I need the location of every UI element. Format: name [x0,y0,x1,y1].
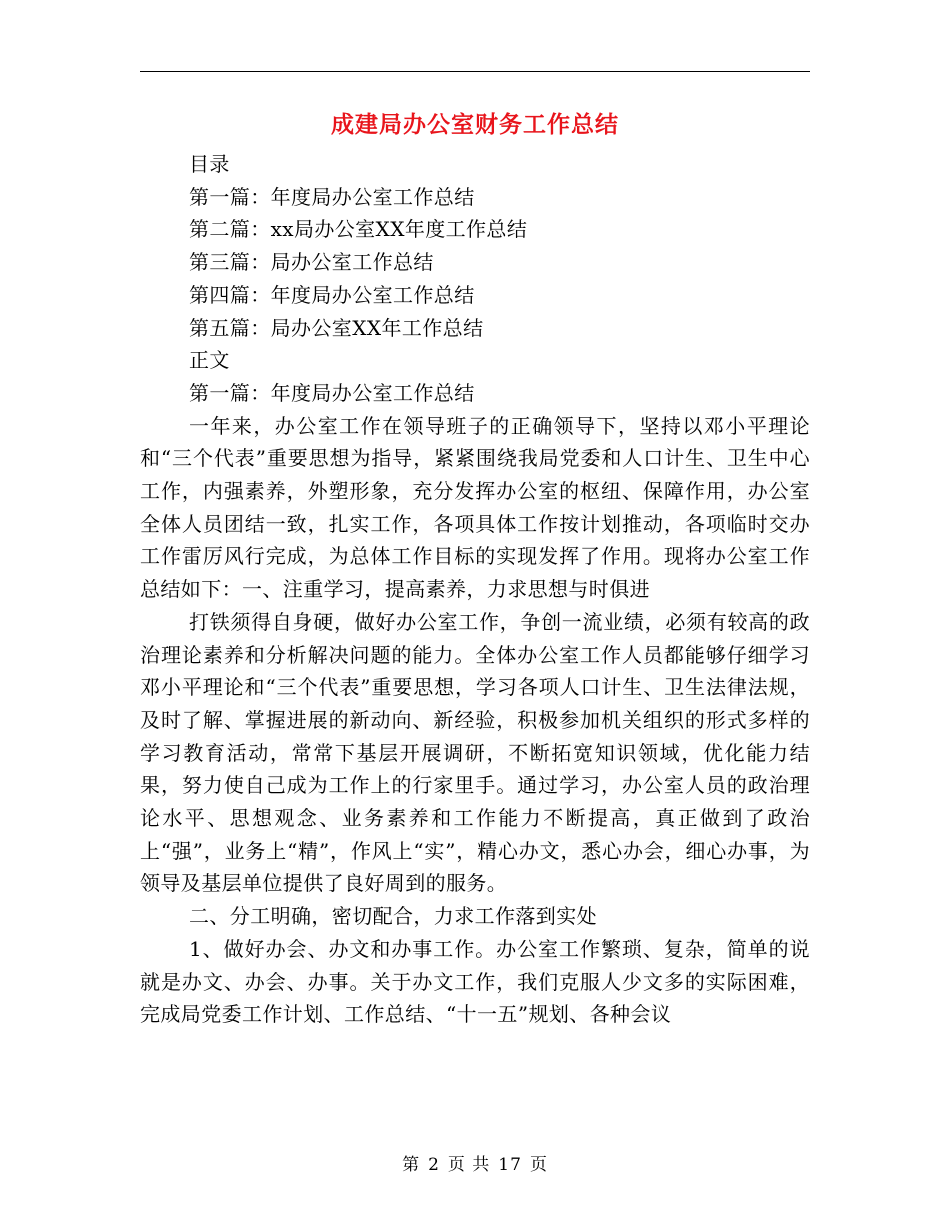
toc-item: 第一篇：年度局办公室工作总结 [189,184,475,209]
current-page-number: 2 [428,1155,440,1175]
toc-item: 第五篇：局办公室XX年工作总结 [189,315,484,340]
section-subheading: 二、分工明确，密切配合，力求工作落到实处 [189,904,597,929]
page-footer [0,1152,950,1178]
footer-middle: 页 共 [447,1155,491,1175]
footer-suffix: 页 [529,1155,548,1175]
toc-item: 第四篇：年度局办公室工作总结 [189,282,475,307]
body-paragraph: 打铁须得自身硬，做好办公室工作，争创一流业绩，必须有较高的政治理论素养和分析解决问题的能力。全体办公室工作人员都能够仔细学习邓小平理论和“三个代表”重要思想，学习各项人口计生、卫生法律法规，及时了解、掌握进展的新动向、新经验，积极参加机关组织的形式多样的学习教育活动，常常下基层开展调研，不断拓宽知识领域，优化能力结果，努力使自己成为工作上的行家里手。通过学习，办公室人员的政治理论水平、思想观念、业务素养和工作能力不断提高，真正做到了政治上“强”，业务上“精”，作风上“实”，精心办文，悉心办会，细心办事，为领导及基层单位提供了良好周到的服务。 [140,609,810,896]
body-paragraph: 一年来，办公室工作在领导班子的正确领导下，坚持以邓小平理论和“三个代表”重要思想为指导，紧紧围绕我局党委和人口计生、卫生中心工作，内强素养，外塑形象，充分发挥办公室的枢纽、保障作用，办公室全体人员团结一致，扎实工作，各项具体工作按计划推动，各项临时交办工作雷厉风行完成，为总体工作目标的实现发挥了作用。现将办公室工作总结如下：一、注重学习，提高素养，力求思想与时俱进 [140,413,810,602]
document-title: 成建局办公室财务工作总结 [331,112,619,138]
footer-prefix: 第 [402,1155,421,1175]
toc-item: 第二篇：xx局办公室XX年度工作总结 [189,217,528,242]
body-heading: 正文 [189,348,230,373]
section-title: 第一篇：年度局办公室工作总结 [189,380,475,405]
body-paragraph: 1、做好办会、办文和办事工作。办公室工作繁琐、复杂，简单的说就是办文、办会、办事。关于办文工作，我们克服人少文多的实际困难，完成局党委工作计划、工作总结、“十一五”规划、各种会议 [140,936,810,1027]
header-rule [140,71,810,72]
document-body [140,148,810,1031]
toc-item: 第三篇：局办公室工作总结 [189,250,434,275]
total-pages-number: 17 [498,1155,522,1175]
toc-heading: 目录 [189,152,230,176]
